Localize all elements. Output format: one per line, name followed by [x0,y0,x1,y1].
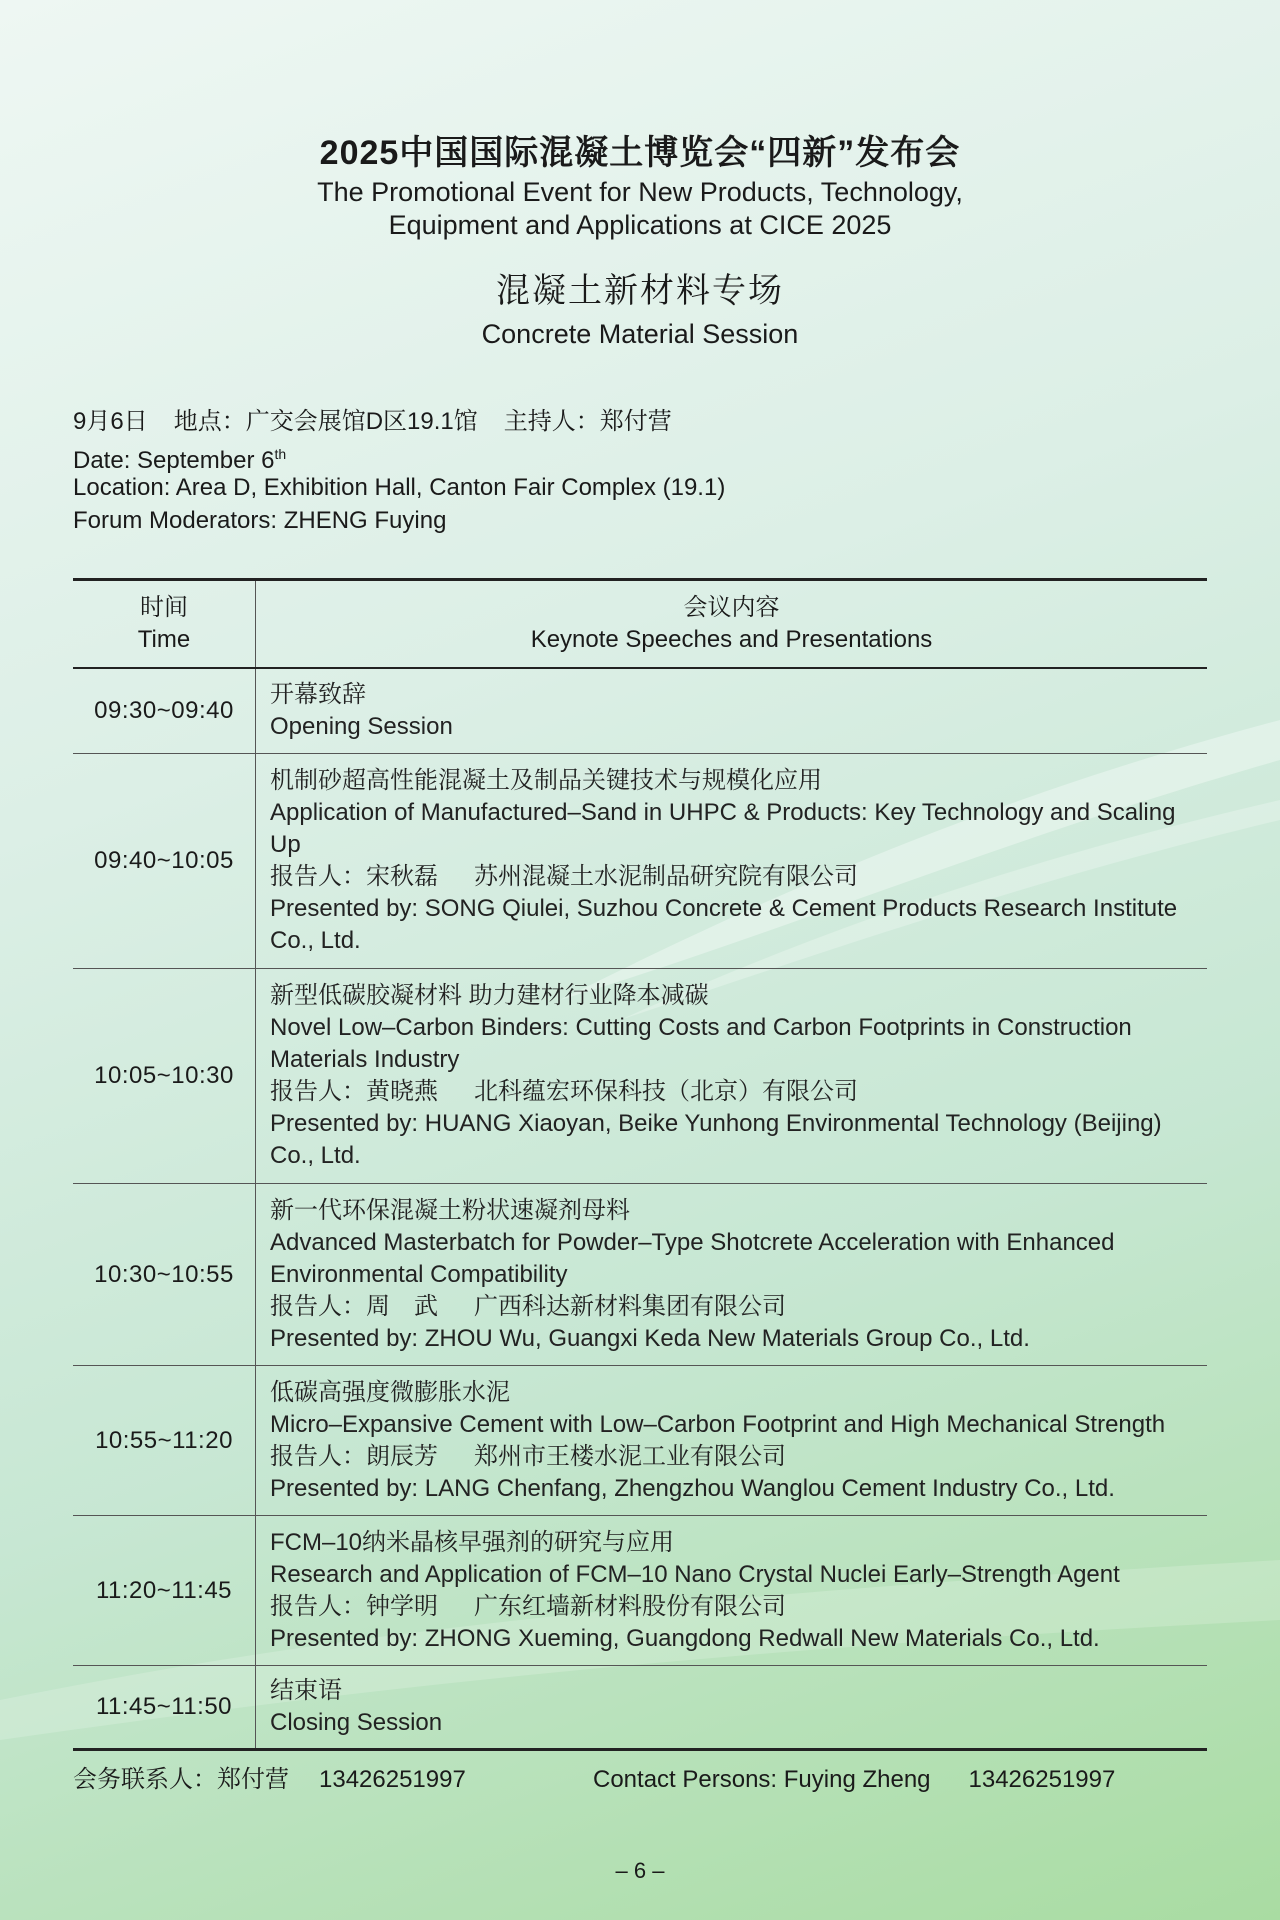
table-row [73,668,1207,754]
contact-cn-phone: 13426251997 [319,1766,466,1793]
session-title-en: Concrete Material Session [481,319,799,349]
row-speaker-cn [270,1291,1193,1323]
row-time: 09:40~10:05 [73,754,256,969]
location-cn: 地点：广交会展馆D区19.1馆 [173,408,478,435]
row-content [256,1366,1208,1516]
row-topic-en: Research and Application of FCM–10 Nano Crystal Nuclei Early–Strength Agent [270,1560,1120,1588]
contact-en-label: Contact Persons: Fuying Zheng [593,1766,931,1793]
header-time-en: Time [137,625,191,653]
row-title-en: Opening Session [270,712,453,740]
speaker-org-cn: 广东红墙新材料股份有限公司 [474,1592,786,1620]
header-time-cell [73,580,256,668]
row-content [256,754,1208,969]
speaker-name-cn: 报告人：黄晓燕 [270,1078,438,1105]
row-presented-en: Presented by: ZHONG Xueming, Guangdong Redwall New Materials Co., Ltd. [270,1624,1100,1652]
row-speaker-cn [270,1591,1193,1623]
table-row [73,1366,1207,1516]
row-presented-en: Presented by: ZHOU Wu, Guangxi Keda New Materials Group Co., Ltd. [270,1324,1030,1352]
date-en-suffix: th [274,446,287,462]
event-title-en-line2: Equipment and Applications at CICE 2025 [388,210,892,240]
row-speaker-cn [270,861,1193,893]
row-title-en: Closing Session [270,1709,443,1736]
table-row [73,1516,1207,1666]
row-content [256,969,1208,1184]
table-row [73,754,1207,969]
header-content-cell [256,580,1208,668]
row-content [256,668,1208,754]
table-row [73,1666,1207,1750]
row-time: 10:05~10:30 [73,969,256,1184]
moderator-cn: 主持人：郑付营 [503,408,672,435]
contact-en [593,1763,1115,1797]
row-topic-en: Micro–Expansive Cement with Low–Carbon Footprint and High Mechanical Strength [270,1410,1166,1438]
row-topic-cn: 新型低碳胶凝材料 助力建材行业降本减碳 [270,982,709,1009]
event-title-cn: 2025中国国际混凝土博览会“四新”发布会 [319,134,961,172]
speaker-name-cn: 报告人：朗辰芳 [270,1442,438,1470]
session-title-cn: 混凝土新材料专场 [496,272,784,310]
speaker-name-cn: 报告人：宋秋磊 [270,863,438,890]
row-title-cn: 开幕致辞 [270,680,366,708]
row-content [256,1516,1208,1666]
speaker-name-cn: 报告人：周 武 [270,1292,438,1320]
speaker-org-cn: 苏州混凝土水泥制品研究院有限公司 [474,863,858,890]
row-presented-en: Presented by: SONG Qiulei, Suzhou Concrete & Cement Products Research Institute Co., Ltd. [270,895,1178,954]
row-time: 11:45~11:50 [73,1666,256,1750]
header-content-cn: 会议内容 [683,593,780,621]
row-presented-en: Presented by: HUANG Xiaoyan, Beike Yunhong Environmental Technology (Beijing) Co., Ltd. [270,1110,1162,1169]
speaker-org-cn: 郑州市王楼水泥工业有限公司 [474,1442,786,1470]
row-time: 10:55~11:20 [73,1366,256,1516]
date-cn: 9月6日 [73,408,148,435]
speaker-name-cn: 报告人：钟学明 [270,1592,438,1620]
moderator-en: Forum Moderators: ZHENG Fuying [73,507,447,534]
speaker-org-cn: 广西科达新材料集团有限公司 [474,1292,786,1320]
row-title-cn: 结束语 [270,1677,342,1704]
schedule-table [73,578,1207,1751]
date-en [73,438,1213,474]
row-topic-en: Novel Low–Carbon Binders: Cutting Costs and Carbon Footprints in Construction Materials Industry [270,1014,1132,1073]
row-time: 11:20~11:45 [73,1516,256,1666]
row-topic-en: Application of Manufactured–Sand in UHPC & Products: Key Technology and Scaling Up [270,799,1176,858]
table-row [73,1184,1207,1366]
date-en-text: Date: September 6 [73,447,275,474]
row-topic-cn: 新一代环保混凝土粉状速凝剂母料 [270,1196,630,1224]
row-topic-cn: 机制砂超高性能混凝土及制品关键技术与规模化应用 [270,767,822,794]
page-number: – 6 – [615,1858,665,1883]
session-info [73,405,1213,537]
row-speaker-cn [270,1441,1193,1473]
row-content [256,1184,1208,1366]
table-row [73,969,1207,1184]
row-presented-en: Presented by: LANG Chenfang, Zhengzhou Wanglou Cement Industry Co., Ltd. [270,1474,1115,1502]
table-header-row [73,580,1207,668]
row-time: 09:30~09:40 [73,668,256,754]
title-block [0,130,1280,354]
row-content [256,1666,1208,1750]
row-topic-cn: 低碳高强度微膨胀水泥 [270,1378,510,1406]
row-time: 10:30~10:55 [73,1184,256,1366]
contact-cn [73,1763,466,1797]
contact-en-phone: 13426251997 [968,1766,1116,1793]
speaker-org-cn: 北科蕴宏环保科技（北京）有限公司 [474,1078,858,1105]
row-topic-en: Advanced Masterbatch for Powder–Type Shotcrete Acceleration with Enhanced Environmental Compatibility [270,1228,1115,1288]
location-en: Location: Area D, Exhibition Hall, Canton Fair Complex (19.1) [73,474,726,501]
row-topic-cn: FCM–10纳米晶核早强剂的研究与应用 [270,1528,675,1556]
event-title-en-line1: The Promotional Event for New Products, Technology, [317,177,963,207]
header-time-cn: 时间 [140,593,188,621]
contact-cn-label: 会务联系人：郑付营 [73,1766,289,1793]
info-cn-line [73,405,1213,438]
row-speaker-cn [270,1076,1193,1108]
header-content-en: Keynote Speeches and Presentations [530,625,933,653]
